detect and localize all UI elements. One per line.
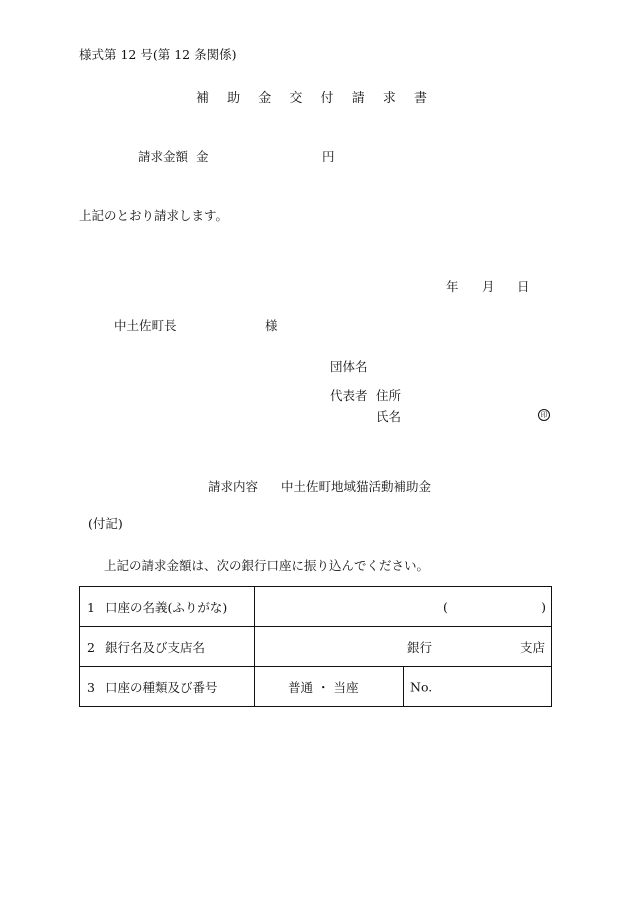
account-holder-label: 口座の名義(ふりがな) <box>105 599 228 615</box>
request-content-label: 請求内容 <box>208 479 259 494</box>
bank-branch-label-cell <box>80 627 255 667</box>
row-number: 2 <box>87 639 95 655</box>
account-type-options: 普通 ・ 当座 <box>288 679 359 695</box>
amount-label: 請求金額 <box>138 149 189 164</box>
addressee-name: 中土佐町長 <box>114 318 177 333</box>
table-row <box>80 627 552 667</box>
date-month-label: 月 <box>482 279 495 294</box>
bank-branch-label: 銀行名及び支店名 <box>105 639 206 655</box>
account-type-label: 口座の種類及び番号 <box>105 679 218 695</box>
bank-suffix: 銀行 <box>407 639 433 655</box>
address-label: 住所 <box>376 388 402 403</box>
account-number-label: No. <box>410 679 433 694</box>
account-holder-input-cell[interactable] <box>255 587 552 627</box>
form-number: 様式第 12 号(第 12 条関係) <box>79 47 237 62</box>
transfer-instruction: 上記の請求金額は、次の銀行口座に振り込んでください。 <box>104 558 430 573</box>
amount-unit: 円 <box>322 149 335 164</box>
request-content-value: 中土佐町地域猫活動補助金 <box>281 479 432 494</box>
organization-label: 団体名 <box>330 359 368 374</box>
note-heading: (付記) <box>88 516 123 531</box>
row-number: 3 <box>87 679 95 695</box>
document-title: 補 助 金 交 付 請 求 書 <box>196 91 434 106</box>
account-number-cell[interactable] <box>404 667 552 707</box>
row-number: 1 <box>87 599 95 615</box>
branch-suffix: 支店 <box>519 639 545 655</box>
date-year-label: 年 <box>446 279 459 294</box>
addressee-honorific: 様 <box>265 318 278 333</box>
account-type-cell[interactable] <box>255 667 404 707</box>
seal-mark-icon: 印 <box>538 409 550 421</box>
furigana-paren-close: ) <box>541 599 546 614</box>
account-type-label-cell <box>80 667 255 707</box>
bank-branch-input-cell[interactable] <box>255 627 552 667</box>
request-statement: 上記のとおり請求します。 <box>79 208 229 223</box>
table-row <box>80 667 552 707</box>
date-day-label: 日 <box>517 279 530 294</box>
furigana-paren-open: ( <box>443 599 448 614</box>
name-label: 氏名 <box>376 409 402 424</box>
table-row <box>80 587 552 627</box>
representative-label: 代表者 <box>330 388 368 403</box>
amount-prefix: 金 <box>196 149 209 164</box>
account-holder-label-cell <box>80 587 255 627</box>
bank-account-table <box>79 586 552 707</box>
